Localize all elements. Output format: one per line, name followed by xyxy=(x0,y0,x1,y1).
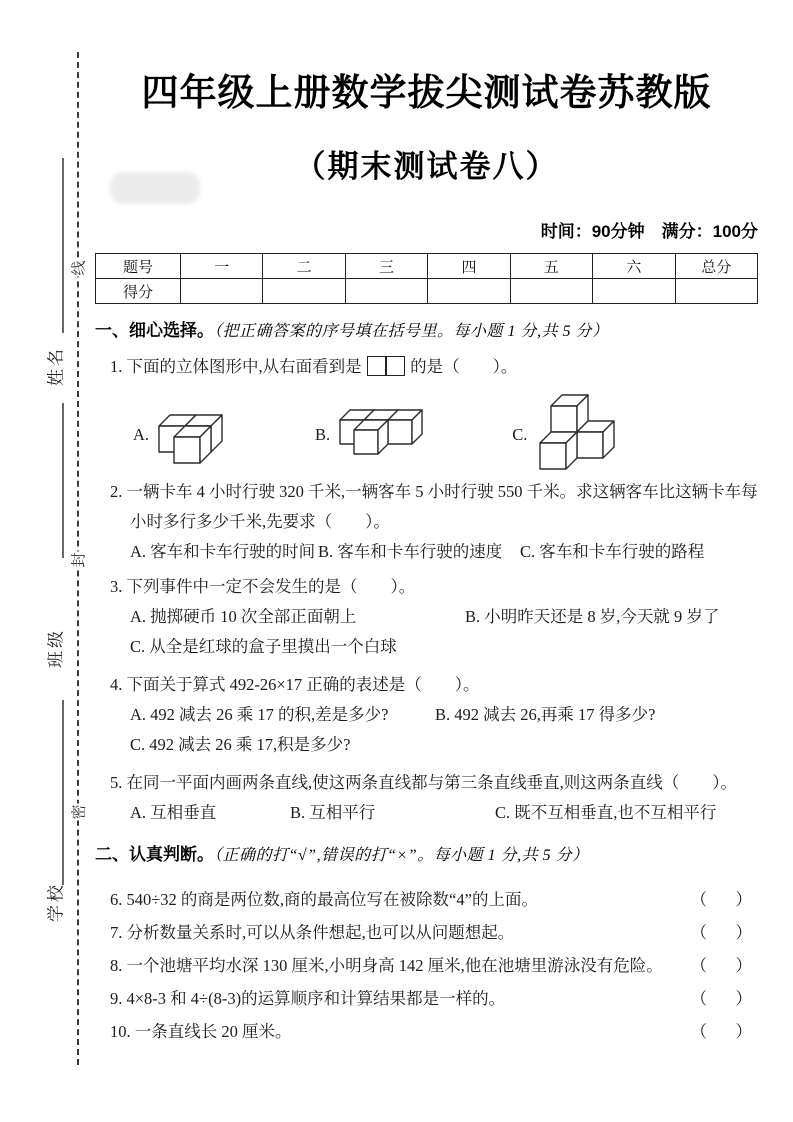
question-3: 3. 下列事件中一定不会发生的是（ ）。 xyxy=(110,577,416,596)
figure-c-label: C. xyxy=(512,425,528,444)
figure-option-c xyxy=(512,394,626,476)
cubes-figure-b-icon xyxy=(334,404,454,466)
question-1-pre: 1. 下面的立体图形中,从右面看到是 xyxy=(110,357,362,376)
score-col-6: 六 xyxy=(593,254,675,279)
score-cell xyxy=(428,279,510,304)
figure-option-b xyxy=(315,404,454,466)
judge-item-8 xyxy=(95,949,758,982)
school-label: 学校 xyxy=(46,882,66,922)
q2-option-c: C. 客车和卡车行驶的路程 xyxy=(520,542,705,561)
q3-option-a: A. 抛掷硬币 10 次全部正面朝上 xyxy=(130,607,357,626)
section2-title: 二、认真判断。 xyxy=(95,845,214,864)
time-score-meta: 时间：90分钟 满分：100分 xyxy=(540,222,758,241)
judge-9-text: 9. 4×8-3 和 4÷(8-3)的运算顺序和计算结果都是一样的。 xyxy=(110,989,506,1008)
class-label: 班级 xyxy=(46,628,66,668)
section2-heading xyxy=(95,844,758,867)
judge-7-answer-brackets: （ ） xyxy=(690,923,758,942)
school-blank-line xyxy=(62,700,64,885)
name-label: 姓名 xyxy=(46,346,66,386)
page-subtitle: （期末测试卷八） xyxy=(294,149,559,184)
q5-option-b: B. 互相平行 xyxy=(290,803,376,822)
two-square-figure xyxy=(367,356,406,391)
score-table-score-row xyxy=(96,279,758,304)
question-4: 4. 下面关于算式 492-26×17 正确的表述是（ ）。 xyxy=(110,675,480,694)
judge-8-answer-brackets: （ ） xyxy=(690,956,758,975)
score-table-header-row xyxy=(96,254,758,279)
section1-note: （把正确答案的序号填在括号里。每小题 1 分,共 5 分） xyxy=(214,323,609,340)
judge-10-answer-brackets: （ ） xyxy=(690,1022,758,1041)
question-3-options-row2 xyxy=(95,632,758,662)
q5-option-a: A. 互相垂直 xyxy=(130,803,217,822)
judge-9-answer-brackets: （ ） xyxy=(690,989,758,1008)
seal-char-xian: 线 xyxy=(65,259,92,276)
q4-option-a: A. 492 减去 26 乘 17 的积,差是多少? xyxy=(130,705,389,724)
cubes-figure-c-icon xyxy=(531,394,626,476)
score-col-2: 二 xyxy=(263,254,345,279)
q4-option-c: C. 492 减去 26 乘 17,积是多少? xyxy=(130,735,351,754)
question-4-options-row1 xyxy=(95,700,758,730)
figure-option-a xyxy=(133,402,263,468)
question-5-options xyxy=(95,798,758,828)
judge-item-9 xyxy=(95,982,758,1015)
q4-option-b: B. 492 减去 26,再乘 17 得多少? xyxy=(435,705,656,724)
q5-option-c: C. 既不互相垂直,也不互相平行 xyxy=(495,803,717,822)
score-row-label: 得分 xyxy=(96,279,181,304)
score-cell xyxy=(345,279,427,304)
seal-char-feng: 封 xyxy=(65,551,92,568)
judge-6-answer-brackets: （ ） xyxy=(690,890,758,909)
section1-heading xyxy=(95,320,758,343)
score-table xyxy=(95,253,758,304)
figure-a-label: A. xyxy=(133,425,150,444)
question-4-options-row2 xyxy=(95,730,758,760)
section1-title: 一、细心选择。 xyxy=(95,321,214,340)
seal-char-mi: 密 xyxy=(65,803,92,820)
score-cell xyxy=(675,279,757,304)
score-col-4: 四 xyxy=(428,254,510,279)
judge-8-text: 8. 一个池塘平均水深 130 厘米,小明身高 142 厘米,他在池塘里游泳没有危险。 xyxy=(110,956,663,975)
judgement-list xyxy=(95,883,758,1048)
judge-7-text: 7. 分析数量关系时,可以从条件想起,也可以从问题想起。 xyxy=(110,923,515,942)
cubes-figure-a-icon xyxy=(153,402,263,468)
judge-item-7 xyxy=(95,916,758,949)
score-col-total: 总分 xyxy=(675,254,757,279)
judge-10-text: 10. 一条直线长 20 厘米。 xyxy=(110,1022,292,1041)
question-1-post: 的是（ ）。 xyxy=(410,357,518,376)
q2-option-a: A. 客车和卡车行驶的时间 xyxy=(130,542,316,561)
name-blank-line xyxy=(62,158,64,333)
judge-item-10 xyxy=(95,1015,758,1048)
score-col-1: 一 xyxy=(181,254,263,279)
question-2: 2. 一辆卡车 4 小时行驶 320 千米,一辆客车 5 小时行驶 550 千米。求这辆客车比这辆卡车每小时多行多少千米,先要求（ ）。 xyxy=(110,482,758,531)
judge-item-6 xyxy=(95,883,758,916)
score-col-3: 三 xyxy=(345,254,427,279)
paper-content xyxy=(95,55,758,1048)
score-cell xyxy=(181,279,263,304)
score-table-corner: 题号 xyxy=(96,254,181,279)
q3-option-b: B. 小明昨天还是 8 岁,今天就 9 岁了 xyxy=(465,607,720,626)
q3-option-c: C. 从全是红球的盒子里摸出一个白球 xyxy=(130,637,397,656)
section2-note: （正确的打“√”,错误的打“×”。每小题 1 分,共 5 分） xyxy=(214,847,589,864)
question-1 xyxy=(95,352,758,391)
score-cell xyxy=(510,279,592,304)
question-5: 5. 在同一平面内画两条直线,使这两条直线都与第三条直线垂直,则这两条直线（ ）。 xyxy=(110,773,737,792)
judge-6-text: 6. 540÷32 的商是两位数,商的最高位写在被除数“4”的上面。 xyxy=(110,890,538,909)
question-1-figures xyxy=(95,393,758,477)
question-2-options xyxy=(95,537,758,567)
q2-option-b: B. 客车和卡车行驶的速度 xyxy=(318,542,503,561)
page-title: 四年级上册数学拔尖测试卷苏教版 xyxy=(141,72,712,113)
figure-b-label: B. xyxy=(315,425,331,444)
class-blank-line xyxy=(62,403,64,558)
question-3-options-row1 xyxy=(95,602,758,632)
score-cell xyxy=(263,279,345,304)
score-col-5: 五 xyxy=(510,254,592,279)
score-cell xyxy=(593,279,675,304)
